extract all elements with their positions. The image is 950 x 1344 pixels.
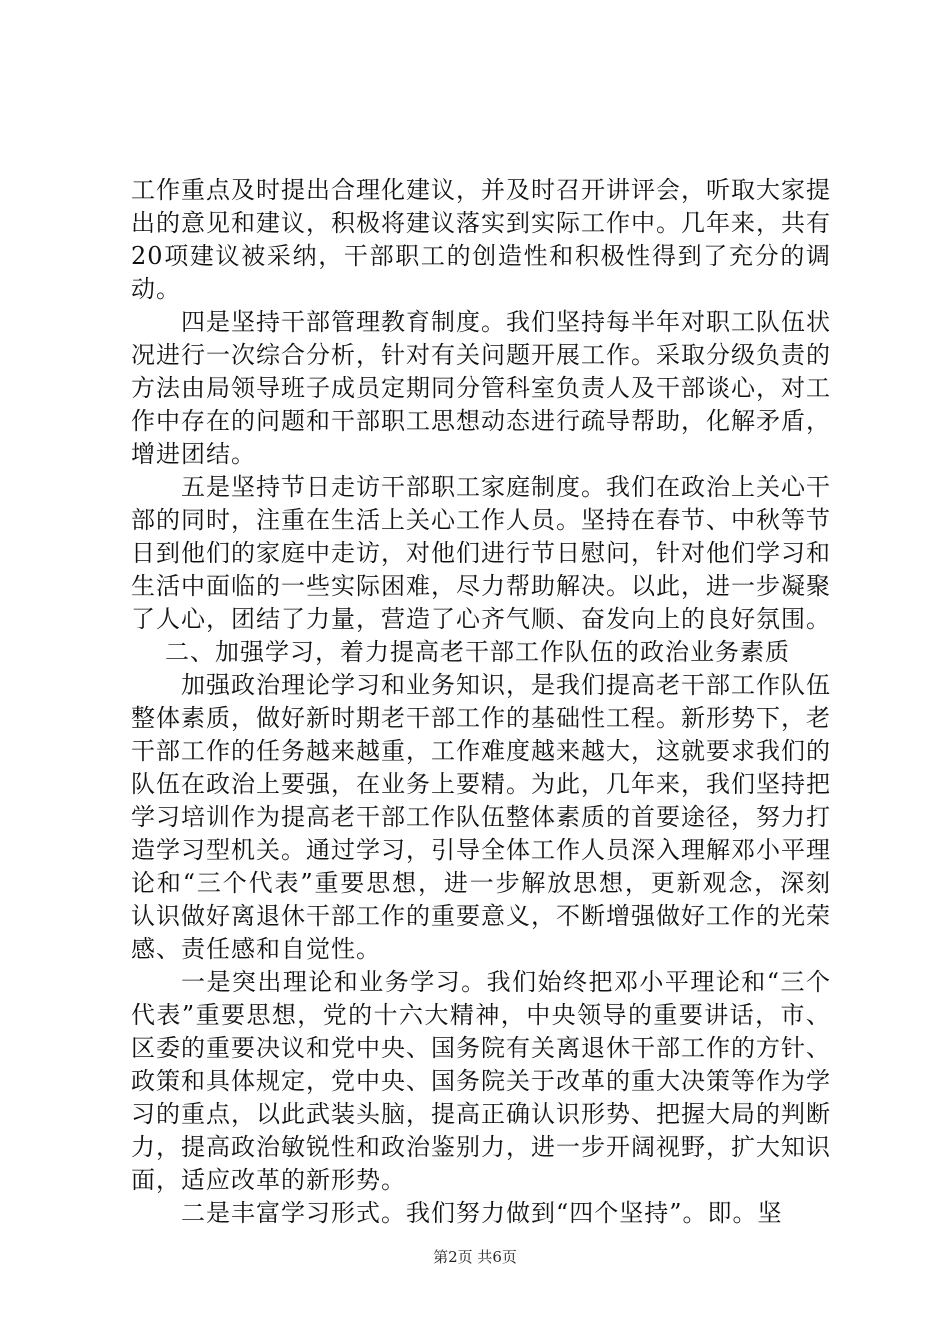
page-number: 第2页 共6页 (433, 1248, 517, 1266)
paragraph-item-one: 一是突出理论和业务学习。我们始终把邓小平理论和“三个代表”重要思想，党的十六大精神，中央领导的重要讲话，市、区委的重要决议和党中央、国务院有关离退休干部工作的方针、政策和具体规定，党中央、国务院关于改革的重大决策等作为学习的重点，以此武装头脑，提高正确认识形势、把握大局的判断力，提高政治敏锐性和政治鉴别力，进一步开阔视野，扩大知识面，适应改革的新形势。 (131, 968, 831, 1194)
section-heading: 二、加强学习，着力提高老干部工作队伍的政治业务素质 (165, 638, 790, 666)
paragraph-item-five: 五是坚持节日走访干部职工家庭制度。我们在政治上关心干部的同时，注重在生活上关心工作人员。坚持在春节、中秋等节日到他们的家庭中走访，对他们进行节日慰问，针对他们学习和生活中面临的一些实际困难，尽力帮助解决。以此，进一步凝聚了人心，团结了力量，营造了心齐气顺、奋发向上的良好氛围。 (131, 473, 831, 633)
paragraph-item-two: 二是丰富学习形式。我们努力做到“四个坚持”。即。坚 (181, 1199, 783, 1227)
paragraph-item-four: 四是坚持干部管理教育制度。我们坚持每半年对职工队伍状况进行一次综合分析，针对有关问题开展工作。采取分级负责的方法由局领导班子成员定期同分管科室负责人及干部谈心，对工作中存在的问题和干部职工思想动态进行疏导帮助，化解矛盾，增进团结。 (131, 308, 831, 468)
paragraph-section-intro: 加强政治理论学习和业务知识，是我们提高老干部工作队伍整体素质，做好新时期老干部工作的基础性工程。新形势下，老干部工作的任务越来越重，工作难度越来越大，这就要求我们的队伍在政治上要强，在业务上要精。为此，几年来，我们坚持把学习培训作为提高老干部工作队伍整体素质的首要途径，努力打造学习型机关。通过学习，引导全体工作人员深入理解邓小平理论和“三个代表”重要思想，进一步解放思想，更新观念，深刻认识做好离退休干部工作的重要意义，不断增强做好工作的光荣感、责任感和自觉性。 (131, 671, 831, 963)
page-footer (0, 1246, 950, 1267)
paragraph-continuation: 工作重点及时提出合理化建议，并及时召开讲评会，听取大家提出的意见和建议，积极将建议落实到实际工作中。几年来，共有20项建议被采纳，干部职工的创造性和积极性得到了充分的调动。 (131, 176, 831, 303)
document-body (131, 174, 831, 1230)
